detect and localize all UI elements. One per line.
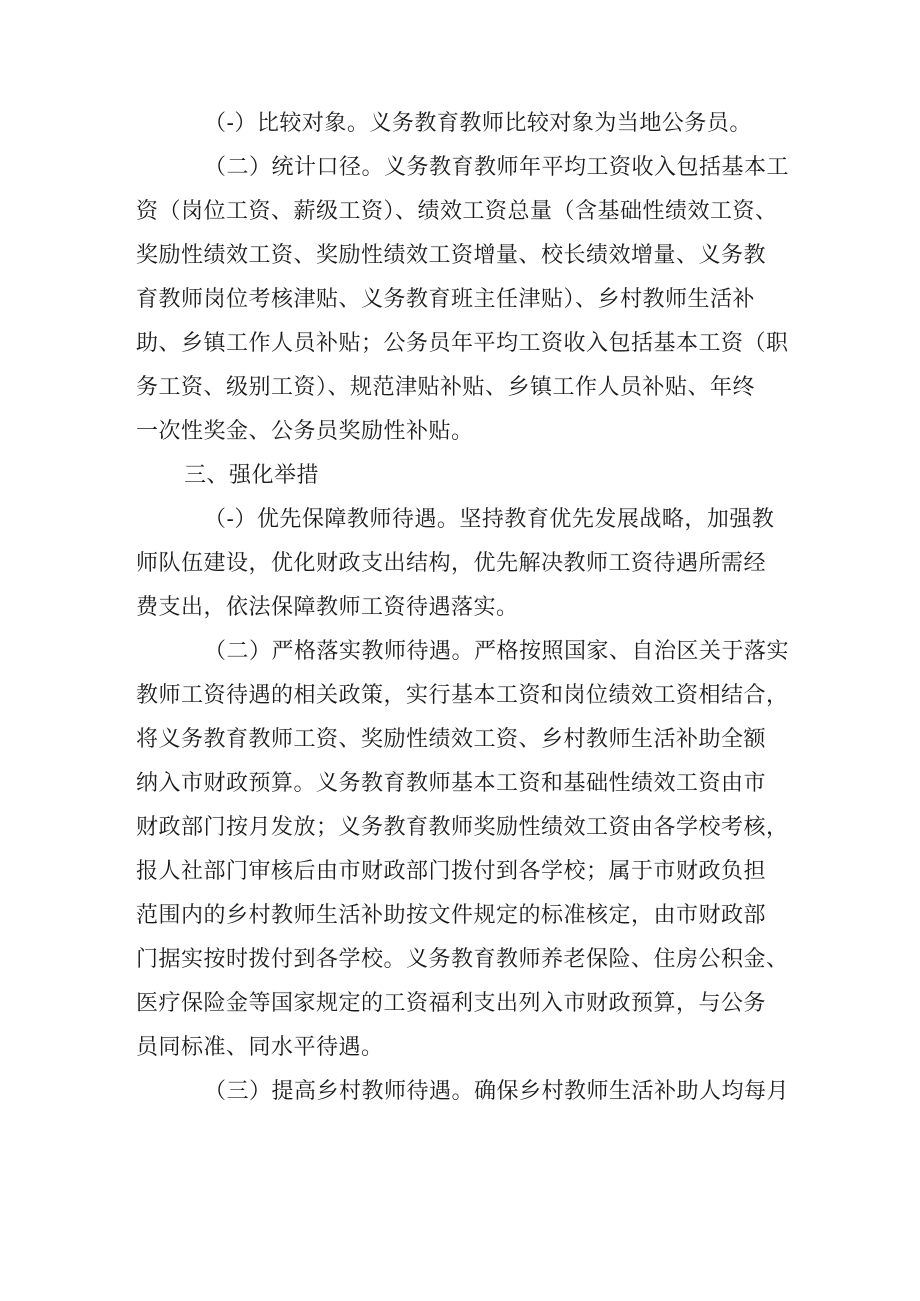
text-line: 员同标准、同水平待遇。 xyxy=(136,1035,384,1060)
text-line: 将义务教育教师工资、奖励性绩效工资、乡村教师生活补助全额 xyxy=(136,727,767,752)
paragraph-statistical-scope xyxy=(136,146,816,454)
section-heading-text: 三、强化举措 xyxy=(184,463,320,488)
section-heading xyxy=(136,454,816,498)
text-line: 务工资、级别工资）、规范津贴补贴、乡镇工作人员补贴、年终 xyxy=(136,375,756,400)
text-line: 育教师岗位考核津贴、义务教育班主任津贴）、乡村教师生活补 xyxy=(136,287,756,312)
text-line: （-）优先保障教师待遇。坚持教育优先发展战略，加强教 xyxy=(204,507,775,532)
text-line: （二）统计口径。义务教育教师年平均工资收入包括基本工 xyxy=(204,155,790,180)
text-line: 资（岗位工资、薪级工资）、绩效工资总量（含基础性绩效工资、 xyxy=(136,199,778,224)
text-line: 奖励性绩效工资、奖励性绩效工资增量、校长绩效增量、义务教 xyxy=(136,243,767,268)
text-line: （-）比较对象。义务教育教师比较对象为当地公务员。 xyxy=(204,111,752,136)
text-line: 助、乡镇工作人员补贴；公务员年平均工资收入包括基本工资（职 xyxy=(136,331,789,356)
text-line: 财政部门按月发放；义务教育教师奖励性绩效工资由各学校考核， xyxy=(136,815,789,840)
text-line: 费支出，依法保障教师工资待遇落实。 xyxy=(136,595,519,620)
text-line: 医疗保险金等国家规定的工资福利支出列入市财政预算，与公务 xyxy=(136,991,767,1016)
text-line: 范围内的乡村教师生活补助按文件规定的标准核定，由市财政部 xyxy=(136,903,767,928)
text-line: 一次性奖金、公务员奖励性补贴。 xyxy=(136,419,474,444)
paragraph-rural-teacher-pay xyxy=(136,1070,816,1114)
paragraph-prioritize-pay xyxy=(136,498,816,630)
text-line: （二）严格落实教师待遇。严格按照国家、自治区关于落实 xyxy=(204,639,790,664)
text-line: 门据实按时拨付到各学校。义务教育教师养老保险、住房公积金、 xyxy=(136,947,789,972)
text-line: （三）提高乡村教师待遇。确保乡村教师生活补助人均每月 xyxy=(204,1079,790,1104)
text-line: 教师工资待遇的相关政策，实行基本工资和岗位绩效工资相结合， xyxy=(136,683,789,708)
text-line: 师队伍建设，优化财政支出结构，优先解决教师工资待遇所需经 xyxy=(136,551,767,576)
text-line: 报人社部门审核后由市财政部门拨付到各学校；属于市财政负担 xyxy=(136,859,767,884)
paragraph-comparison-object xyxy=(136,102,816,146)
document-body xyxy=(136,102,816,1114)
paragraph-strict-implementation xyxy=(136,630,816,1070)
text-line: 纳入市财政预算。义务教育教师基本工资和基础性绩效工资由市 xyxy=(136,771,767,796)
